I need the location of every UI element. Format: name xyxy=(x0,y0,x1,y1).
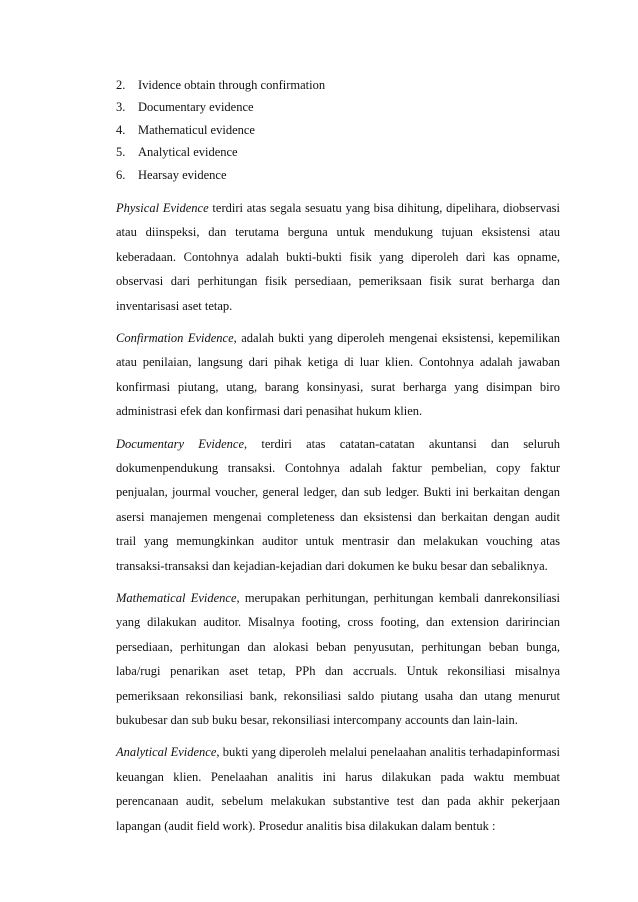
list-item-text: Analytical evidence xyxy=(138,145,238,160)
term-mathematical-evidence: Mathematical Evidence xyxy=(116,591,237,606)
paragraph-documentary-evidence xyxy=(116,432,560,578)
list-item-number: 6. xyxy=(116,167,126,182)
paragraph-analytical-evidence xyxy=(116,740,560,838)
list-item xyxy=(116,141,560,163)
paragraph-body: , bukti yang diperoleh melalui penelaahan analitis terhadapinformasi keuangan klien. Penelaahan analitis ini harus dilakukan pada waktu membuat perencanaan audit, sebelum melakukan substantive test dan pada akhir pekerjaan lapangan (audit field work). Prosedur analitis bisa dilakukan dalam bentuk : xyxy=(116,745,560,833)
list-item-number: 2. xyxy=(116,78,126,92)
list-item-number: 4. xyxy=(116,122,126,137)
paragraph-body: , terdiri atas catatan-catatan akuntansi dan seluruh dokumenpendukung transaksi. Contohnya adalah faktur pembelian, copy faktur penjualan, jourmal voucher, general ledger, dan sub ledger. Bukti ini berkaitan dengan asersi manajemen mengenai completeness dan eksistensi dan berkaitan dengan audit trail yang memungkinkan auditor untuk mentrasir dan melakukan vouching atas transaksi-transaksi dan kejadian-kejadian dari dokumen ke buku besar dan sebaliknya. xyxy=(116,436,560,573)
paragraph-confirmation-evidence xyxy=(116,326,560,424)
list-item xyxy=(116,96,560,118)
list-item-text: Mathematicul evidence xyxy=(138,122,255,137)
list-item-text: Documentary evidence xyxy=(138,100,254,115)
paragraph-physical-evidence xyxy=(116,196,560,318)
page-content xyxy=(116,74,560,838)
term-physical-evidence: Physical Evidence xyxy=(116,200,209,215)
term-confirmation-evidence: Confirmation Evidence xyxy=(116,330,234,345)
list-item-number: 3. xyxy=(116,100,126,115)
list-item-text: Ividence obtain through confirmation xyxy=(138,78,326,92)
paragraph-body: terdiri atas segala sesuatu yang bisa dihitung, dipelihara, diobservasi atau diinspeksi, dan terutama berguna untuk mendukung tujuan eksistensi atau keberadaan. Contohnya adalah bukti-bukti fisik yang diperoleh dari kas opname, observasi dari perhitungan fisik persediaan, pemeriksaan fisik surat berharga dan inventarisasi aset tetap. xyxy=(116,200,560,313)
paragraph-body: , merupakan perhitungan, perhitungan kembali danrekonsiliasi yang dilakukan auditor. Misalnya footing, cross footing, dan extension daririncian persediaan, perhitungan dan alokasi beban penyusutan, perhitungan beban bunga, laba/rugi penarikan aset tetap, PPh dan accruals. Untuk rekonsiliasi misalnya pemeriksaan rekonsiliasi bank, rekonsiliasi saldo piutang usaha dan utang menurut bukubesar dan sub buku besar, rekonsiliasi intercompany accounts dan lain-lain. xyxy=(116,591,560,728)
list-item xyxy=(116,119,560,141)
list-item-number: 5. xyxy=(116,145,126,160)
list-item xyxy=(116,74,560,96)
evidence-type-list xyxy=(116,74,560,186)
list-item xyxy=(116,164,560,186)
paragraph-body: , adalah bukti yang diperoleh mengenai eksistensi, kepemilikan atau penilaian, langsung dari pihak ketiga di luar klien. Contohnya adalah jawaban konfirmasi piutang, utang, barang konsinyasi, surat berharga yang disimpan biro administrasi efek dan konfirmasi dari penasihat hukum klien. xyxy=(116,330,561,419)
term-analytical-evidence: Analytical Evidence xyxy=(116,745,217,760)
term-documentary-evidence: Documentary Evidence xyxy=(116,436,245,451)
paragraph-mathematical-evidence xyxy=(116,586,560,732)
list-item-text: Hearsay evidence xyxy=(138,167,227,182)
